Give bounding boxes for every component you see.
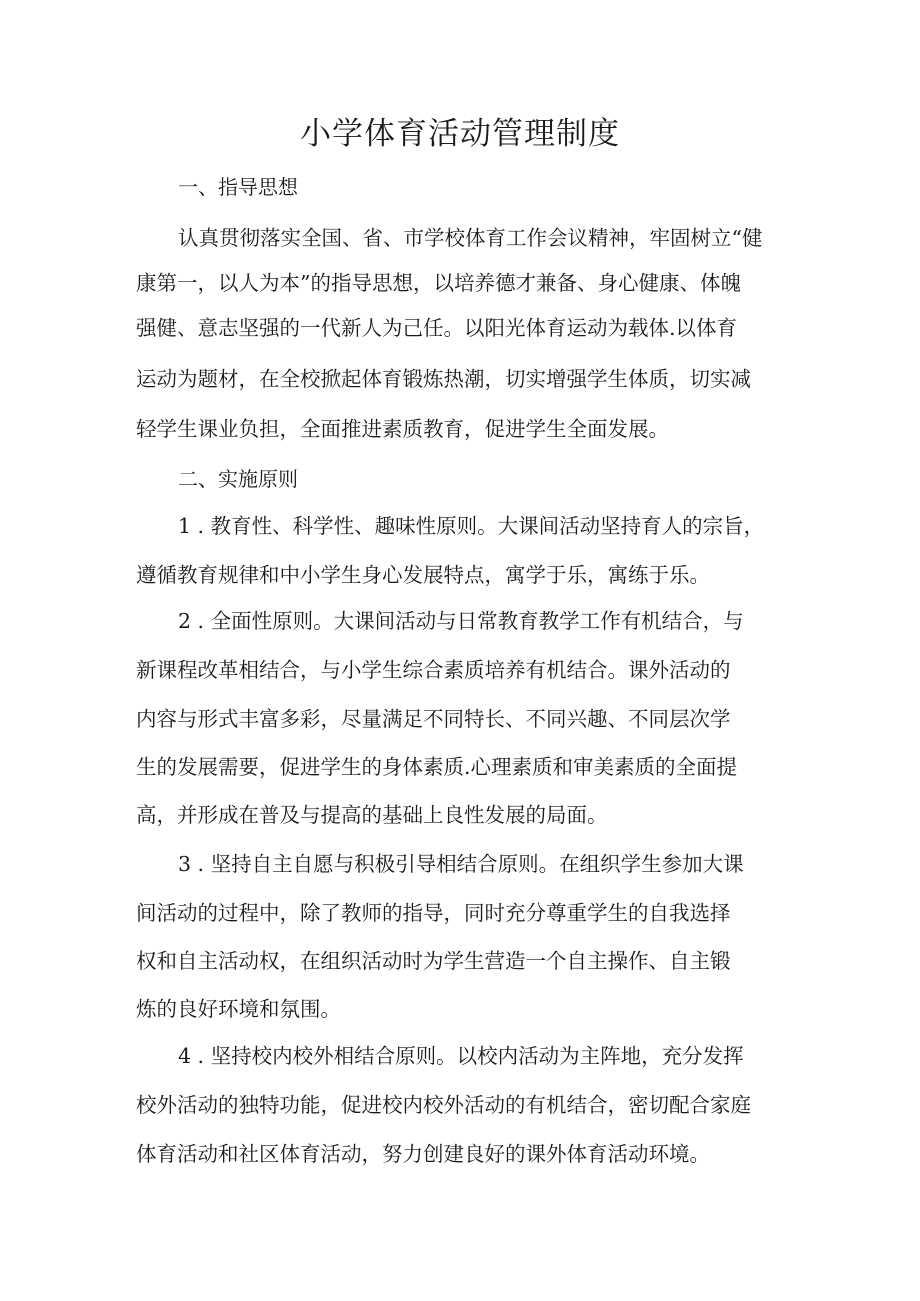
paragraph-line: 间活动的过程中，除了教师的指导，同时充分尊重学生的自我选择 <box>136 901 731 925</box>
section-heading-principles: 二、实施原则 <box>178 467 298 491</box>
paragraph-line: 遵循教育规律和中小学生身心发展特点，寓学于乐，寓练于乐。 <box>136 563 710 587</box>
paragraph-line: 生的发展需要，促进学生的身体素质.心理素质和审美素质的全面提 <box>136 755 738 779</box>
paragraph-line: 内容与形式丰富多彩，尽量满足不同特长、不同兴趣、不同层次学 <box>136 707 731 731</box>
paragraph-line: 运动为题材，在全校掀起体育锻炼热潮，切实增强学生体质，切实减 <box>136 367 751 391</box>
paragraph-line: 康第一，以人为本”的指导思想，以培养德才兼备、身心健康、体魄 <box>136 271 741 295</box>
paragraph-line: 炼的良好环境和氛围。 <box>136 997 341 1021</box>
paragraph-line: 强健、意志坚强的一代新人为己任。以阳光体育运动为载体.以体育 <box>136 316 738 340</box>
paragraph-line: 权和自主活动权，在组织活动时为学生营造一个自主操作、自主锻 <box>136 949 731 973</box>
paragraph-line: 轻学生课业负担，全面推进素质教育，促进学生全面发展。 <box>136 417 669 441</box>
paragraph-line: 校外活动的独特功能，促进校内校外活动的有机结合，密切配合家庭 <box>136 1093 751 1117</box>
paragraph-line: 体育活动和社区体育活动，努力创建良好的课外体育活动环境。 <box>136 1142 710 1166</box>
paragraph-line: 4 . 坚持校内校外相结合原则。以校内活动为主阵地，充分发挥 <box>178 1044 744 1068</box>
document-title: 小学体育活动管理制度 <box>300 116 620 152</box>
paragraph-line: 1 . 教育性、科学性、趣味性原则。大课间活动坚持育人的宗旨， <box>178 514 765 538</box>
section-heading-guiding-ideology: 一、指导思想 <box>178 175 298 199</box>
paragraph-line: 2 . 全面性原则。大课间活动与日常教育教学工作有机结合，与 <box>178 609 744 633</box>
paragraph-line: 3 . 坚持自主自愿与积极引导相结合原则。在组织学生参加大课 <box>178 852 744 876</box>
paragraph-line: 高，并形成在普及与提高的基础上良性发展的局面。 <box>136 803 608 827</box>
paragraph-line: 认真贯彻落实全国、省、市学校体育工作会议精神，牢固树立“健 <box>178 226 763 250</box>
paragraph-line: 新课程改革相结合，与小学生综合素质培养有机结合。课外活动的 <box>136 658 731 682</box>
